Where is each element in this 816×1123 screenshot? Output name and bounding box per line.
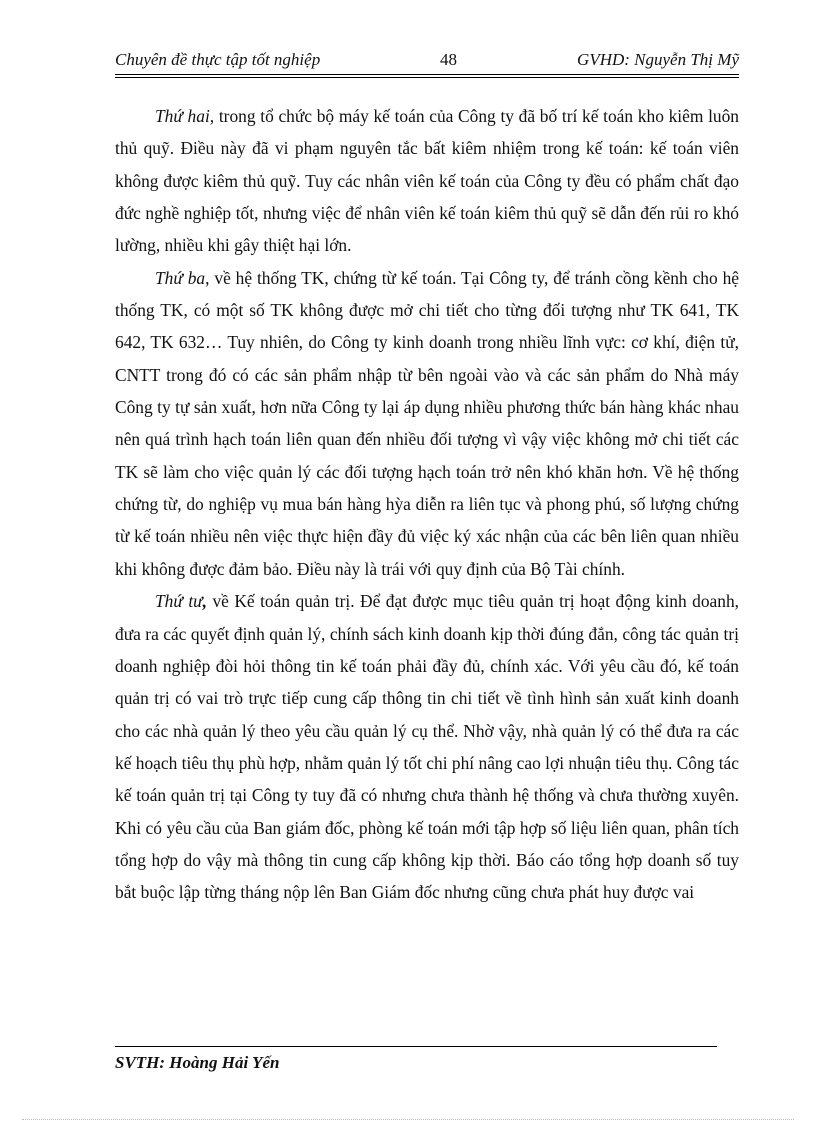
paragraph-text: về Kế toán quản trị. Để đạt được mục tiêu quản trị hoạt động kinh doanh, đưa ra các quyết định quản lý, chính sách kinh doanh kịp thời đúng đắn, công tác quản trị doanh nghiệp đòi hỏi thông tin kế toán phải đầy đủ, chính xác. Với yêu cầu đó, kế toán quản trị có vai trò trực tiếp cung cấp thông tin chi tiết về tình hình sản xuất kinh doanh cho các nhà quản lý theo yêu cầu quản lý cụ thể. Nhờ vậy, nhà quản lý có thể đưa ra các kế hoạch tiêu thụ phù hợp, nhằm quản lý tốt chi phí nâng cao lợi nhuận tiêu thụ. Công tác kế toán quản trị tại Công ty tuy đã có nhưng chưa thành hệ thống và chưa thường xuyên. Khi có yêu cầu của Ban giám đốc, phòng kế toán mới tập hợp số liệu liên quan, phân tích tổng hợp do vậy mà thông tin cung cấp không kịp thời. Báo cáo tổng hợp doanh số tuy bắt buộc lập từng tháng nộp lên Ban Giám đốc nhưng cũng chưa phát huy được vai xyxy=(115,591,739,903)
paragraph xyxy=(115,262,739,585)
paragraph-text: , về hệ thống TK, chứng từ kế toán. Tại Công ty, để tránh cồng kềnh cho hệ thống TK, có một số TK không được mở chi tiết cho từng đối tượng như TK 641, TK 642, TK 632… Tuy nhiên, do Công ty kinh doanh trong nhiều lĩnh vực: cơ khí, điện tử, CNTT trong đó có các sản phẩm nhập từ bên ngoài vào và các sản phẩm do Nhà máy Công ty tự sản xuất, hơn nữa Công ty lại áp dụng nhiều phương thức bán hàng khác nhau nên quá trình hạch toán liên quan đến nhiều đối tượng vì vậy việc không mở chi tiết các TK sẽ làm cho việc quản lý các đối tượng hạch toán trở nên khó khăn hơn. Về hệ thống chứng từ, do nghiệp vụ mua bán hàng hỳa diễn ra liên tục và phong phú, số lượng chứng từ kế toán nhiều nên việc thực hiện đầy đủ việc ký xác nhận của các bên liên quan nhiều khi không được đảm bảo. Điều này là trái với quy định của Bộ Tài chính. xyxy=(115,267,739,579)
paragraph-lead: Thứ ba xyxy=(155,267,206,288)
document-body xyxy=(115,100,739,909)
footer-divider xyxy=(115,1046,717,1047)
page-number: 48 xyxy=(440,50,457,69)
supervisor-name: GVHD: Nguyễn Thị Mỹ xyxy=(577,50,739,69)
paragraph-lead: Thứ tư xyxy=(155,591,203,612)
page-bottom-edge xyxy=(22,1119,794,1120)
paragraph xyxy=(115,100,739,262)
paragraph-lead-mark: , xyxy=(202,591,207,612)
student-name: SVTH: Hoàng Hải Yến xyxy=(115,1053,280,1072)
paragraph xyxy=(115,585,739,908)
document-title: Chuyên đề thực tập tốt nghiệp xyxy=(115,50,321,69)
paragraph-lead: Thứ hai, xyxy=(155,106,215,126)
header-divider xyxy=(115,74,739,78)
page-header xyxy=(115,48,739,74)
paragraph-text: trong tổ chức bộ máy kế toán của Công ty đã bố trí kế toán kho kiêm luôn thủ quỹ. Điều này đã vi phạm nguyên tắc bất kiêm nhiệm trong kế toán: kế toán viên không được kiêm thủ quỹ. Tuy các nhân viên kế toán của Công ty đều có phẩm chất đạo đức nghề nghiệp tốt, nhưng việc để nhân viên kế toán kiêm thủ quỹ sẽ dẫn đến rủi ro khó lường, nhiều khi gây thiệt hại lớn. xyxy=(115,106,739,256)
